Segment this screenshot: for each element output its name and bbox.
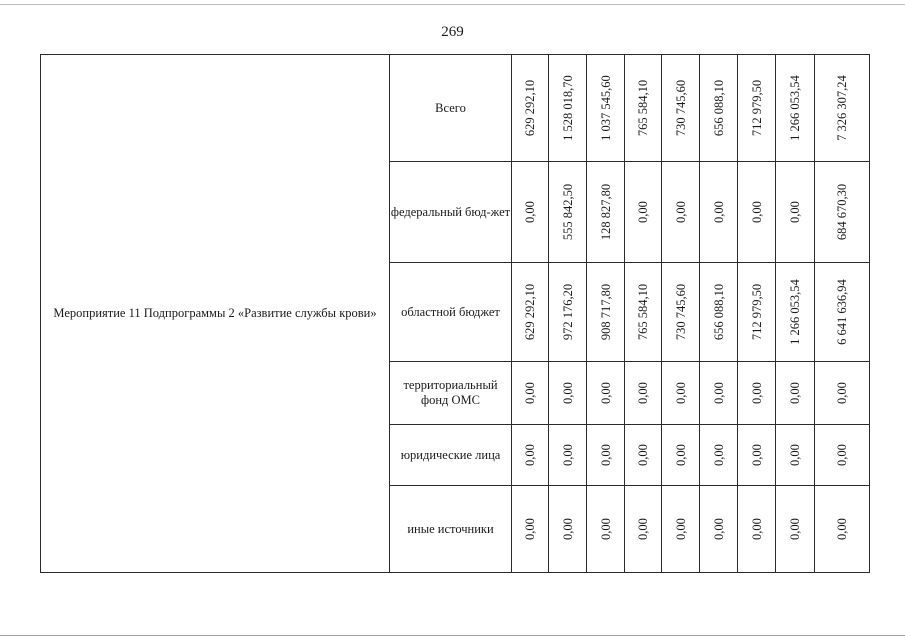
amount-cell [776,486,815,573]
amount-value: 0,00 [636,201,650,223]
amount-value: 765 584,10 [636,283,650,341]
amount-value: 0,00 [673,518,688,540]
amount-value: 1 266 053,54 [788,75,802,141]
amount-value: 0,00 [749,201,764,223]
amount-value: 0,00 [523,518,537,540]
amount-value: 0,00 [523,444,537,466]
amount-cell [815,362,870,425]
funding-source-cell [390,425,512,486]
funding-source-label: иные источники [407,521,494,536]
amount-cell [549,55,587,162]
amount-value: 0,00 [598,382,613,404]
amount-cell [549,486,587,573]
amount-value: 0,00 [749,382,764,404]
amount-cell [549,362,587,425]
amount-cell [700,425,738,486]
amount-value: 712 979,50 [749,79,764,137]
amount-cell [662,162,700,263]
amount-value: 656 088,10 [711,283,726,341]
funding-source-cell [390,55,512,162]
amount-value: 629 292,10 [523,79,537,137]
amount-cell [815,55,870,162]
amount-value: 0,00 [788,201,802,223]
amount-cell [700,263,738,362]
amount-value: 0,00 [636,518,650,540]
amount-value: 712 979,50 [749,283,764,341]
funding-source-label: Всего [435,100,466,115]
amount-cell [625,486,662,573]
amount-value: 730 745,60 [673,283,688,341]
funding-source-cell [390,263,512,362]
amount-cell [738,162,776,263]
amount-cell [700,55,738,162]
amount-value: 684 670,30 [835,183,849,241]
amount-cell [738,362,776,425]
amount-value: 0,00 [673,201,688,223]
amount-cell [587,55,625,162]
amount-cell [776,55,815,162]
amount-cell [512,263,549,362]
amount-cell [625,162,662,263]
bottom-edge-rule [0,635,905,636]
amount-cell [700,486,738,573]
amount-value: 1 266 053,54 [788,279,802,345]
amount-value: 0,00 [560,518,575,540]
amount-value: 0,00 [835,444,849,466]
amount-cell [738,486,776,573]
event-name-cell [41,55,390,573]
amount-value: 0,00 [711,382,726,404]
amount-value: 0,00 [749,444,764,466]
amount-value: 629 292,10 [523,283,537,341]
funding-source-label: территориальный фонд ОМС [403,378,498,407]
amount-value: 908 717,80 [598,283,613,341]
amount-cell [815,486,870,573]
amount-cell [549,263,587,362]
amount-value: 0,00 [788,518,802,540]
amount-cell [776,425,815,486]
amount-value: 0,00 [711,201,726,223]
amount-value: 0,00 [835,518,849,540]
amount-value: 0,00 [673,382,688,404]
amount-cell [662,362,700,425]
amount-value: 0,00 [673,444,688,466]
amount-cell [625,362,662,425]
table-row [41,55,870,162]
amount-value: 0,00 [598,518,613,540]
amount-cell [738,55,776,162]
amount-cell [512,486,549,573]
amount-value: 0,00 [788,382,802,404]
amount-value: 0,00 [711,518,726,540]
amount-cell [512,425,549,486]
amount-value: 0,00 [598,444,613,466]
amount-cell [662,425,700,486]
funding-source-cell [390,162,512,263]
amount-cell [587,425,625,486]
amount-cell [700,362,738,425]
amount-cell [738,263,776,362]
amount-cell [625,425,662,486]
amount-cell [587,263,625,362]
amount-value: 0,00 [749,518,764,540]
amount-value: 0,00 [835,382,849,404]
amount-value: 7 326 307,24 [835,75,849,141]
amount-cell [512,162,549,263]
amount-cell [662,263,700,362]
amount-value: 656 088,10 [711,79,726,137]
funding-table [40,54,870,573]
amount-cell [625,263,662,362]
amount-cell [587,162,625,263]
funding-source-cell [390,362,512,425]
amount-value: 1 037 545,60 [598,75,613,141]
amount-value: 972 176,20 [560,283,575,341]
amount-value: 0,00 [788,444,802,466]
funding-source-label: федеральный бюд-жет [390,204,511,219]
amount-cell [512,55,549,162]
amount-cell [662,55,700,162]
amount-cell [776,362,815,425]
amount-value: 1 528 018,70 [560,75,575,141]
amount-cell [700,162,738,263]
amount-cell [587,362,625,425]
amount-value: 765 584,10 [636,79,650,137]
amount-cell [587,486,625,573]
amount-cell [549,162,587,263]
amount-cell [776,263,815,362]
funding-source-label: областной бюджет [401,304,500,319]
amount-cell [815,263,870,362]
amount-value: 0,00 [636,444,650,466]
funding-source-cell [390,486,512,573]
top-edge-rule [0,4,905,5]
page-number: 269 [441,24,464,40]
funding-source-label: юридические лица [400,447,501,462]
amount-cell [662,486,700,573]
amount-value: 0,00 [636,382,650,404]
amount-cell [549,425,587,486]
amount-cell [625,55,662,162]
amount-cell [512,362,549,425]
amount-cell [815,162,870,263]
amount-cell [815,425,870,486]
amount-value: 0,00 [523,201,537,223]
amount-value: 0,00 [560,444,575,466]
amount-value: 555 842,50 [560,183,575,241]
event-name: Мероприятие 11 Подпрограммы 2 «Развитие службы крови» [53,306,377,320]
amount-value: 730 745,60 [673,79,688,137]
amount-value: 6 641 636,94 [835,279,849,345]
amount-value: 0,00 [711,444,726,466]
amount-value: 0,00 [523,382,537,404]
amount-value: 0,00 [560,382,575,404]
amount-value: 128 827,80 [598,183,613,241]
amount-cell [738,425,776,486]
amount-cell [776,162,815,263]
